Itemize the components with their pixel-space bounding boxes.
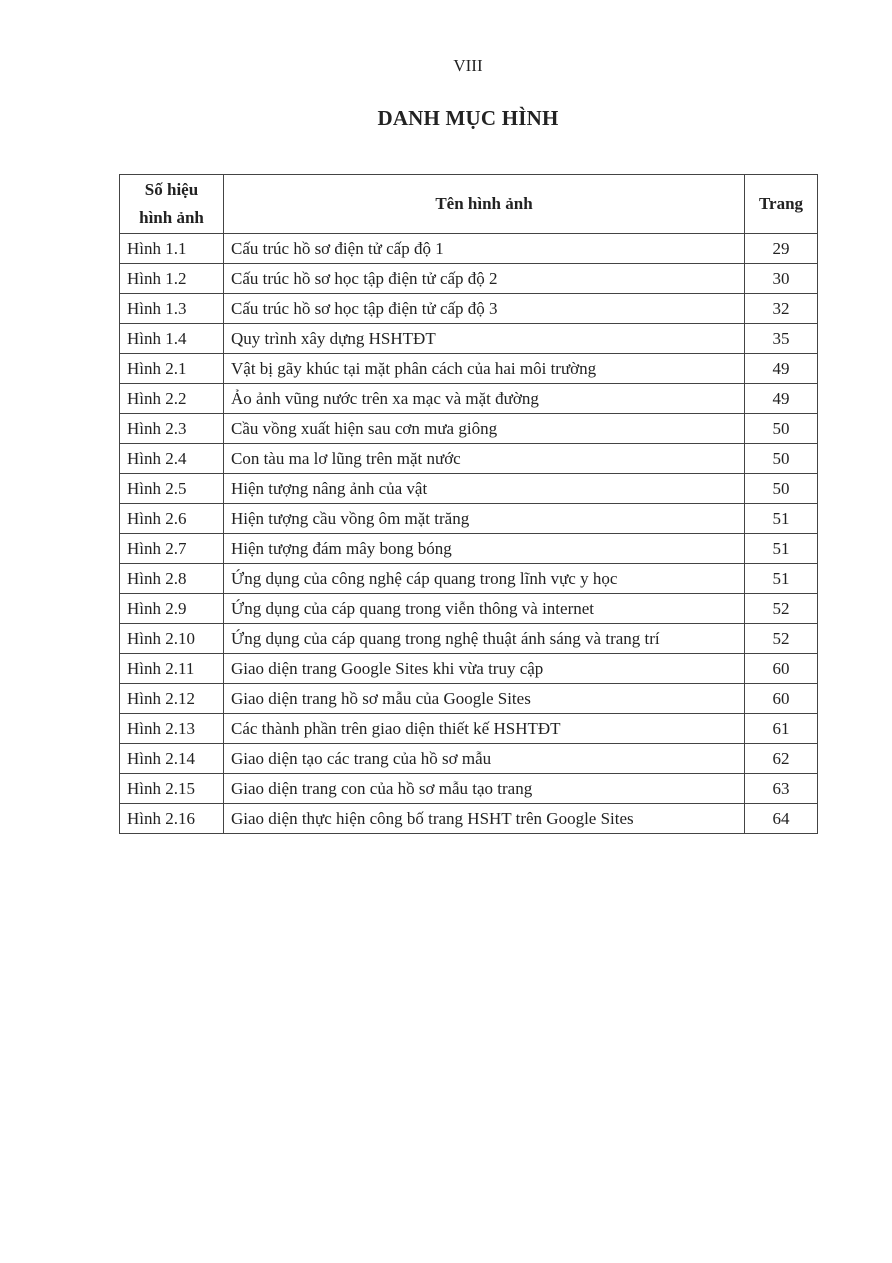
- table-row: [120, 744, 818, 774]
- table-row: [120, 444, 818, 474]
- cell-figure-number: Hình 1.4: [120, 324, 224, 354]
- cell-figure-name: Ứng dụng của cáp quang trong nghệ thuật ánh sáng và trang trí: [224, 624, 745, 654]
- table-row: [120, 564, 818, 594]
- table-row: [120, 354, 818, 384]
- cell-figure-number: Hình 2.2: [120, 384, 224, 414]
- table-row: [120, 684, 818, 714]
- cell-figure-number: Hình 2.3: [120, 414, 224, 444]
- cell-figure-name: Giao diện tạo các trang của hồ sơ mẫu: [224, 744, 745, 774]
- cell-figure-name: Giao diện thực hiện công bố trang HSHT trên Google Sites: [224, 804, 745, 834]
- cell-figure-number: Hình 2.9: [120, 594, 224, 624]
- cell-figure-name: Ảo ảnh vũng nước trên xa mạc và mặt đường: [224, 384, 745, 414]
- table-body: [120, 234, 818, 834]
- table-row: [120, 774, 818, 804]
- cell-figure-number: Hình 2.12: [120, 684, 224, 714]
- cell-page: 50: [745, 414, 818, 444]
- cell-figure-name: Giao diện trang Google Sites khi vừa truy cập: [224, 654, 745, 684]
- cell-figure-name: Ứng dụng của công nghệ cáp quang trong lĩnh vực y học: [224, 564, 745, 594]
- cell-figure-name: Cấu trúc hồ sơ điện tử cấp độ 1: [224, 234, 745, 264]
- cell-page: 61: [745, 714, 818, 744]
- cell-figure-name: Vật bị gãy khúc tại mặt phân cách của hai môi trường: [224, 354, 745, 384]
- table-row: [120, 624, 818, 654]
- cell-figure-number: Hình 2.5: [120, 474, 224, 504]
- cell-figure-name: Hiện tượng nâng ảnh của vật: [224, 474, 745, 504]
- cell-figure-name: Hiện tượng đám mây bong bóng: [224, 534, 745, 564]
- table-row: [120, 294, 818, 324]
- cell-figure-number: Hình 2.16: [120, 804, 224, 834]
- cell-figure-number: Hình 2.1: [120, 354, 224, 384]
- cell-figure-number: Hình 2.8: [120, 564, 224, 594]
- cell-figure-name: Cấu trúc hồ sơ học tập điện tử cấp độ 3: [224, 294, 745, 324]
- table-row: [120, 324, 818, 354]
- cell-figure-name: Giao diện trang con của hồ sơ mẫu tạo trang: [224, 774, 745, 804]
- cell-figure-name: Cấu trúc hồ sơ học tập điện tử cấp độ 2: [224, 264, 745, 294]
- header-figure-number-line2: hình ảnh: [139, 208, 204, 227]
- table-header-row: [120, 175, 818, 234]
- cell-page: 49: [745, 354, 818, 384]
- cell-page: 50: [745, 444, 818, 474]
- cell-page: 60: [745, 684, 818, 714]
- cell-figure-number: Hình 2.14: [120, 744, 224, 774]
- table-row: [120, 714, 818, 744]
- table-row: [120, 234, 818, 264]
- cell-figure-name: Quy trình xây dựng HSHTĐT: [224, 324, 745, 354]
- header-figure-number-line1: Số hiệu: [144, 180, 199, 199]
- cell-page: 60: [745, 654, 818, 684]
- cell-figure-number: Hình 1.3: [120, 294, 224, 324]
- page-title: DANH MỤC HÌNH: [377, 106, 559, 130]
- cell-page: 51: [745, 534, 818, 564]
- figure-list-table: [119, 174, 818, 834]
- cell-page: 62: [745, 744, 818, 774]
- header-figure-name: Tên hình ảnh: [224, 175, 745, 234]
- cell-figure-number: Hình 2.13: [120, 714, 224, 744]
- cell-page: 30: [745, 264, 818, 294]
- cell-page: 50: [745, 474, 818, 504]
- cell-figure-name: Cầu vồng xuất hiện sau cơn mưa giông: [224, 414, 745, 444]
- cell-page: 52: [745, 624, 818, 654]
- cell-page: 32: [745, 294, 818, 324]
- cell-page: 51: [745, 564, 818, 594]
- cell-figure-name: Ứng dụng của cáp quang trong viễn thông và internet: [224, 594, 745, 624]
- table-row: [120, 804, 818, 834]
- cell-figure-number: Hình 2.10: [120, 624, 224, 654]
- table-row: [120, 264, 818, 294]
- cell-page: 49: [745, 384, 818, 414]
- cell-figure-number: Hình 2.7: [120, 534, 224, 564]
- cell-figure-number: Hình 2.11: [120, 654, 224, 684]
- page-number: VIII: [453, 56, 483, 75]
- cell-page: 35: [745, 324, 818, 354]
- cell-figure-number: Hình 1.2: [120, 264, 224, 294]
- table-row: [120, 654, 818, 684]
- cell-figure-name: Các thành phần trên giao diện thiết kế HSHTĐT: [224, 714, 745, 744]
- table-row: [120, 534, 818, 564]
- cell-figure-number: Hình 2.4: [120, 444, 224, 474]
- header-page: Trang: [745, 175, 818, 234]
- cell-figure-number: Hình 2.6: [120, 504, 224, 534]
- table-row: [120, 414, 818, 444]
- cell-figure-name: Giao diện trang hồ sơ mẫu của Google Sites: [224, 684, 745, 714]
- header-figure-number: [120, 175, 224, 234]
- table-row: [120, 594, 818, 624]
- cell-figure-name: Hiện tượng cầu vồng ôm mặt trăng: [224, 504, 745, 534]
- cell-page: 52: [745, 594, 818, 624]
- cell-page: 51: [745, 504, 818, 534]
- table-row: [120, 504, 818, 534]
- table-row: [120, 384, 818, 414]
- cell-figure-number: Hình 1.1: [120, 234, 224, 264]
- cell-figure-number: Hình 2.15: [120, 774, 224, 804]
- cell-page: 63: [745, 774, 818, 804]
- cell-figure-name: Con tàu ma lơ lũng trên mặt nước: [224, 444, 745, 474]
- table-row: [120, 474, 818, 504]
- cell-page: 29: [745, 234, 818, 264]
- cell-page: 64: [745, 804, 818, 834]
